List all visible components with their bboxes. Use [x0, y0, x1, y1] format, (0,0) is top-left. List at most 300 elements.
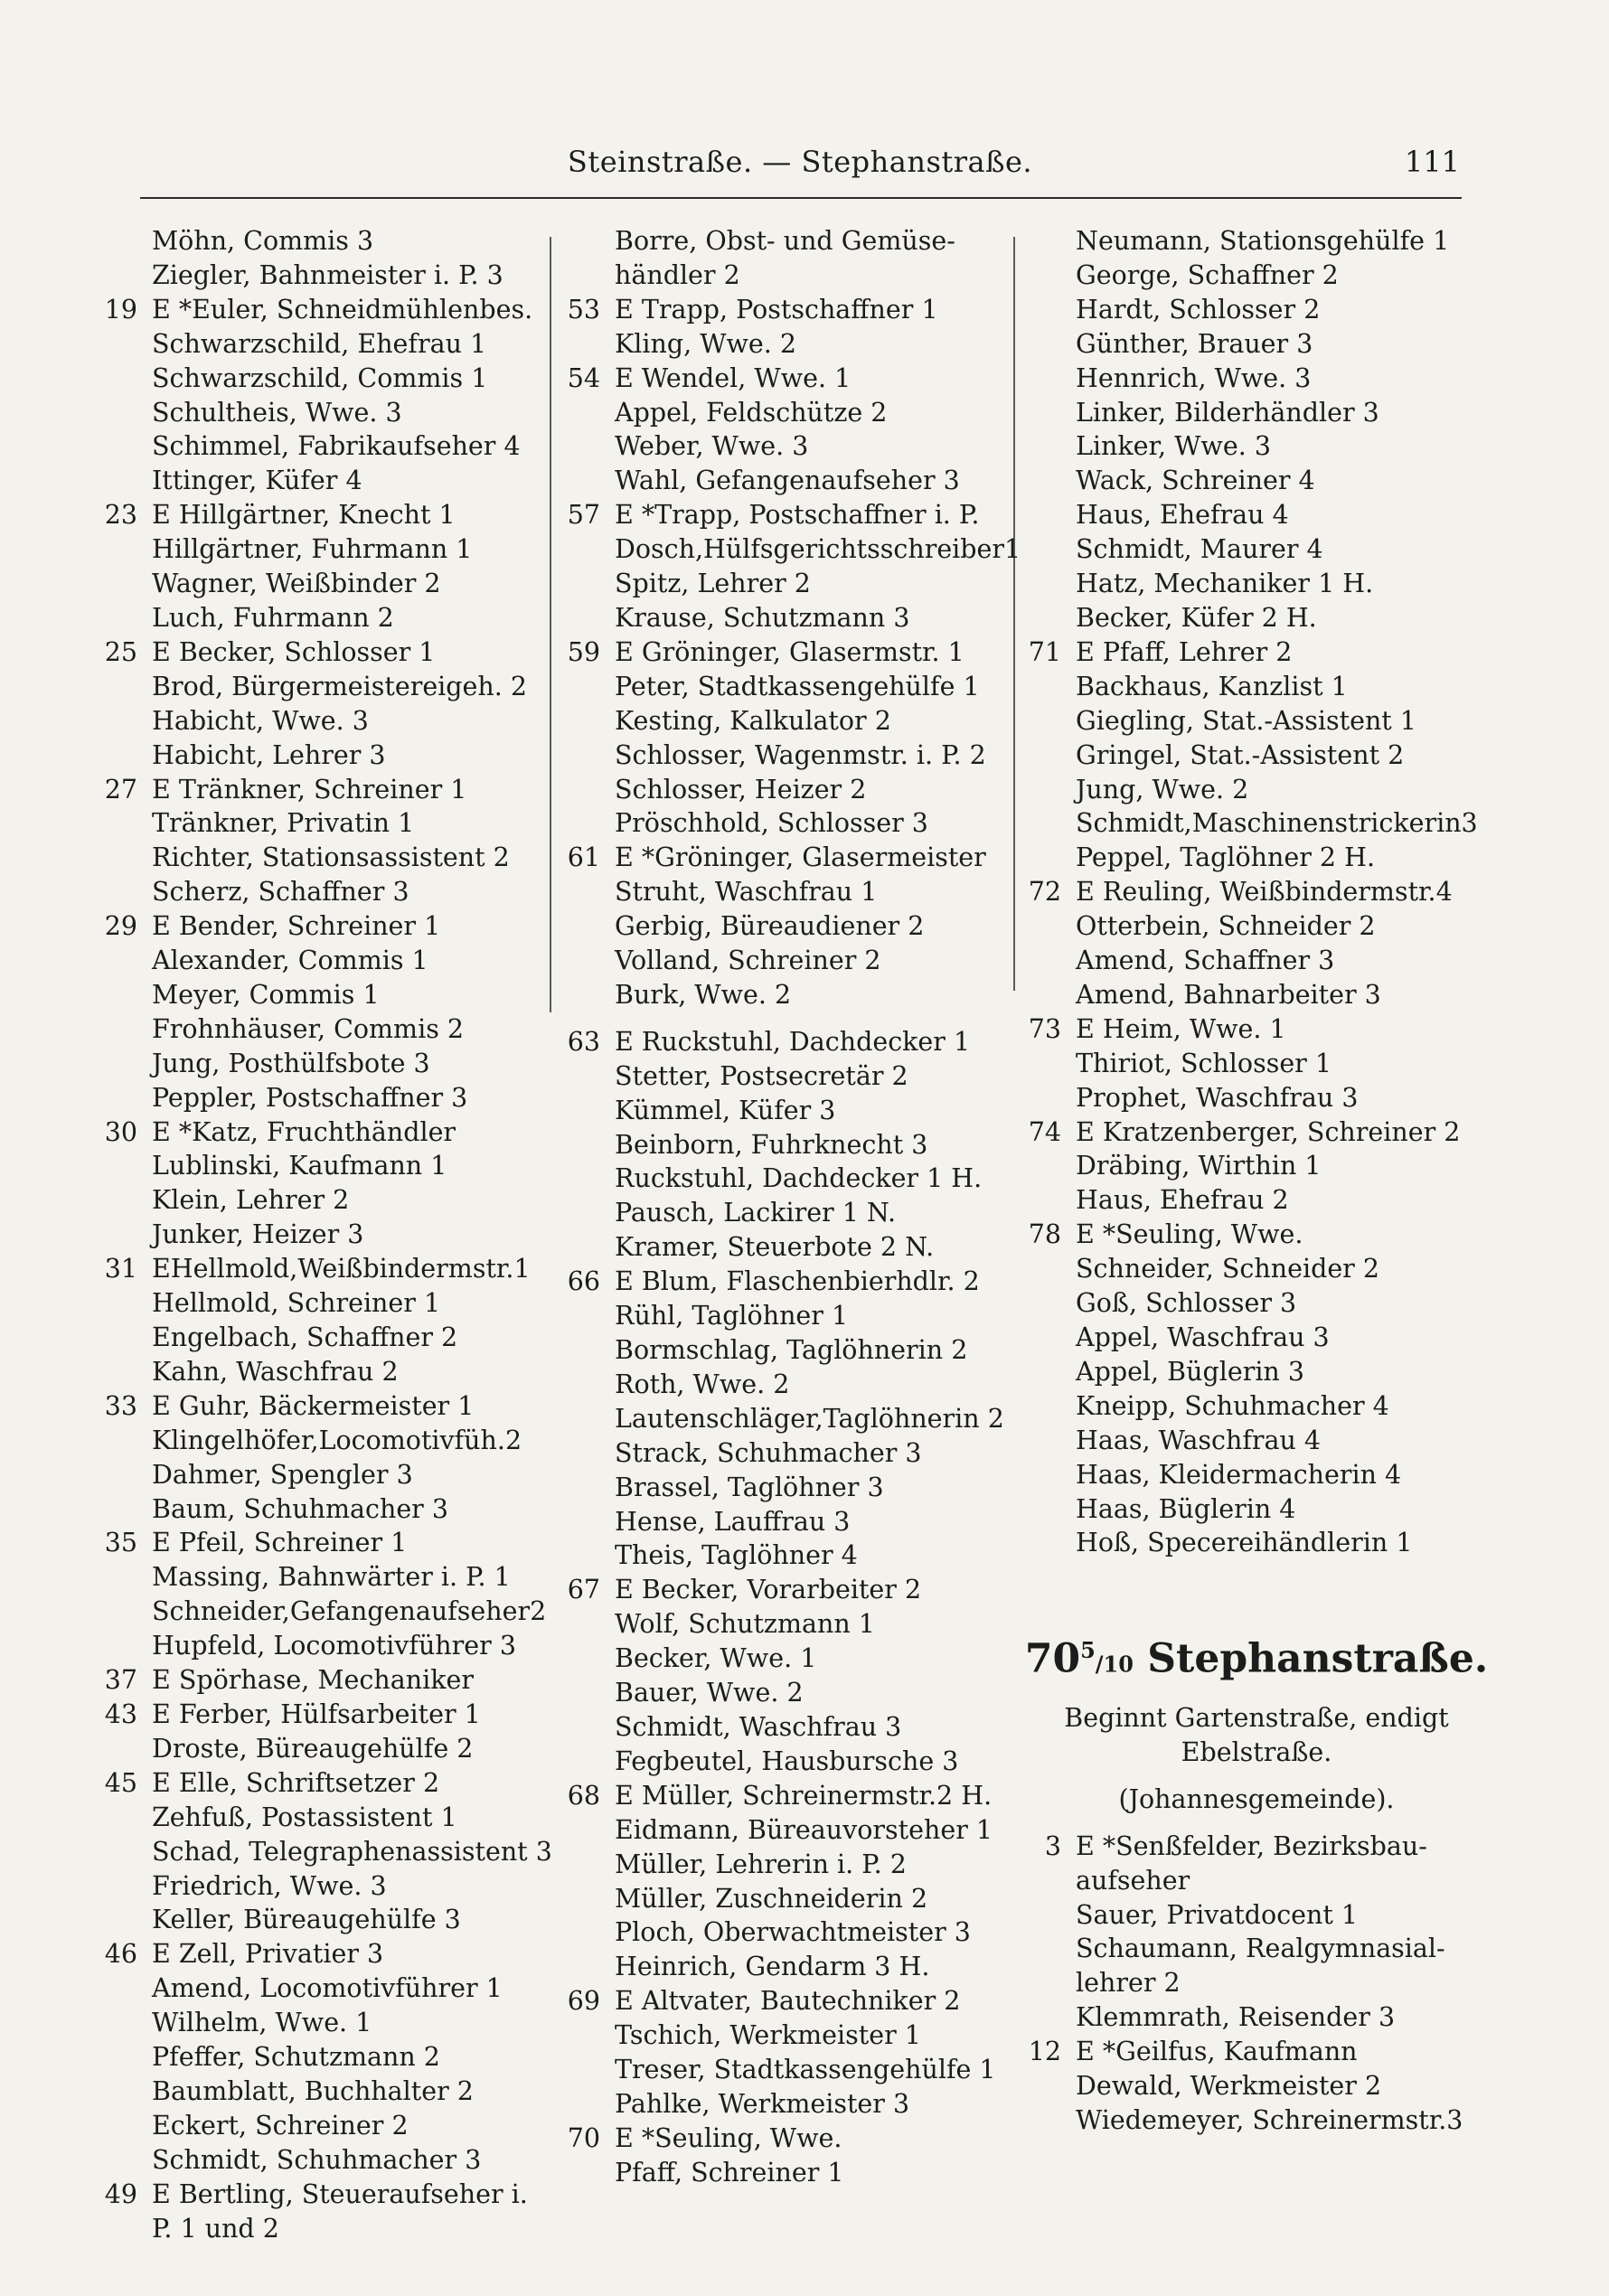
directory-entry: [98, 670, 550, 704]
resident-entry: Peppel, Taglöhner 2 H.: [1076, 842, 1376, 873]
resident-entry: Becker, Wwe. 1: [615, 1643, 817, 1674]
resident-entry: Schmidt,Maschinenstrickerin3: [1076, 808, 1478, 839]
house-number: 69: [567, 1986, 600, 2017]
directory-entry: [98, 1218, 550, 1252]
resident-entry: E Müller, Schreinermstr.2 H.: [615, 1780, 993, 1811]
directory-entry: [560, 396, 1012, 430]
resident-entry: Klingelhöfer,Locomotivfüh.2: [152, 1425, 522, 1455]
directory-entry: [98, 841, 550, 875]
resident-entry: Becker, Küfer 2 H.: [1076, 602, 1317, 633]
directory-entry: [1021, 429, 1491, 464]
resident-entry: Neumann, Stationsgehülfe 1: [1076, 226, 1450, 256]
resident-entry: aufseher: [1076, 1865, 1190, 1896]
resident-entry: Appel, Büglerin 3: [1076, 1356, 1304, 1387]
resident-entry: E Altvater, Bautechniker 2: [615, 1986, 961, 2017]
directory-entry: [98, 1047, 550, 1081]
directory-entry: [560, 1813, 1012, 1848]
house-number: 12: [1028, 2037, 1061, 2067]
column-3-top: [1021, 224, 1491, 1560]
resident-entry: Junker, Heizer 3: [152, 1219, 364, 1250]
resident-entry: Ruckstuhl, Dachdecker 1 H.: [615, 1163, 983, 1194]
directory-entry: [98, 2109, 550, 2143]
resident-entry: Hatz, Mechaniker 1 H.: [1076, 569, 1374, 599]
resident-entry: Hillgärtner, Fuhrmann 1: [152, 534, 473, 565]
directory-entry: [98, 1663, 550, 1698]
page-number: 111: [1404, 145, 1460, 179]
directory-entry: [1021, 1115, 1491, 1150]
directory-entry: [560, 635, 1012, 670]
directory-entry: [98, 2143, 550, 2178]
directory-entry: [98, 1629, 550, 1663]
directory-entry: [560, 1607, 1012, 1642]
resident-entry: E Reuling, Weißbindermstr.4: [1076, 877, 1453, 908]
resident-entry: Jung, Wwe. 2: [1076, 774, 1249, 805]
directory-entry: [560, 2087, 1012, 2122]
resident-entry: Günther, Brauer 3: [1076, 328, 1313, 359]
section-heading: [1021, 1623, 1491, 1692]
header-rule: [140, 197, 1462, 199]
directory-entry: [560, 1984, 1012, 2018]
directory-entry: [560, 1745, 1012, 1779]
directory-entry: [1021, 498, 1491, 532]
directory-entry: [98, 1252, 550, 1286]
directory-entry: [560, 2156, 1012, 2190]
directory-entry: [1021, 1047, 1491, 1081]
directory-entry: [98, 944, 550, 978]
resident-entry: Wolf, Schutzmann 1: [615, 1609, 875, 1640]
resident-entry: Giegling, Stat.-Assistent 1: [1076, 705, 1416, 736]
resident-entry: Bauer, Wwe. 2: [615, 1678, 804, 1708]
directory-entry: [560, 1915, 1012, 1950]
directory-entry: [1021, 1526, 1491, 1560]
directory-entry: [1021, 2035, 1491, 2069]
resident-entry: Friedrich, Wwe. 3: [152, 1870, 387, 1901]
directory-entry: [98, 1389, 550, 1424]
section-street-name: Stephanstraße.: [1147, 1636, 1489, 1682]
section-note-1: Beginnt Gartenstraße, endigt: [1064, 1703, 1449, 1733]
directory-entry: [1021, 944, 1491, 978]
resident-entry: E Bender, Schreiner 1: [152, 911, 441, 942]
directory-entry: [98, 362, 550, 396]
directory-entry: [560, 2018, 1012, 2053]
resident-entry: Ploch, Oberwachtmeister 3: [615, 1917, 971, 1948]
directory-entry: [560, 1882, 1012, 1916]
resident-entry: Brassel, Taglöhner 3: [615, 1472, 884, 1502]
resident-entry: Schmidt, Waschfrau 3: [615, 1711, 902, 1742]
resident-entry: Peter, Stadtkassengehülfe 1: [615, 671, 980, 701]
resident-entry: Treser, Stadtkassengehülfe 1: [615, 2055, 996, 2085]
directory-entry: [1021, 1012, 1491, 1047]
directory-entry: [560, 1505, 1012, 1539]
resident-entry: Frohnhäuser, Commis 2: [152, 1013, 465, 1044]
directory-entry: [560, 909, 1012, 944]
directory-entry: [560, 1710, 1012, 1745]
directory-entry: [560, 1642, 1012, 1676]
resident-entry: E Blum, Flaschenbierhdlr. 2: [615, 1266, 980, 1297]
resident-entry: Hardt, Schlosser 2: [1076, 294, 1321, 325]
resident-entry: Haus, Ehefrau 4: [1076, 500, 1289, 531]
resident-entry: Appel, Feldschütze 2: [615, 397, 888, 428]
resident-entry: Engelbach, Schaffner 2: [152, 1322, 458, 1352]
directory-entry: [560, 978, 1012, 1012]
directory-entry: [1021, 1966, 1491, 2000]
resident-entry: Spitz, Lehrer 2: [615, 569, 811, 599]
resident-entry: Pröschhold, Schlosser 3: [615, 808, 928, 839]
house-number: 33: [104, 1390, 137, 1421]
directory-entry: [560, 1402, 1012, 1436]
resident-entry: Schmidt, Schuhmacher 3: [152, 2144, 482, 2175]
resident-entry: E Becker, Vorarbeiter 2: [615, 1575, 922, 1605]
directory-entry: [1021, 464, 1491, 498]
resident-entry: George, Schaffner 2: [1076, 259, 1339, 290]
directory-entry: [98, 739, 550, 773]
house-number: 3: [1044, 1830, 1061, 1861]
column-1: [98, 224, 550, 2245]
directory-entry: [1021, 773, 1491, 807]
resident-entry: E Zell, Privatier 3: [152, 1939, 384, 1970]
resident-entry: Schmidt, Maurer 4: [1076, 534, 1323, 565]
resident-entry: Dosch,Hülfsgerichtsschreiber1: [615, 534, 1021, 565]
directory-entry: [1021, 875, 1491, 909]
directory-entry: [560, 362, 1012, 396]
resident-entry: E Becker, Schlosser 1: [152, 636, 436, 667]
resident-entry: Schimmel, Fabrikaufseher 4: [152, 431, 521, 462]
resident-entry: händler 2: [615, 259, 740, 290]
directory-entry: [560, 498, 1012, 532]
resident-entry: E Tränkner, Schreiner 1: [152, 774, 467, 805]
directory-entry: [560, 1333, 1012, 1368]
directory-entry: [98, 1286, 550, 1321]
directory-entry: [98, 635, 550, 670]
resident-entry: Hense, Lauffrau 3: [615, 1506, 851, 1537]
directory-entry: [1021, 327, 1491, 362]
directory-entry: [98, 396, 550, 430]
house-number: 66: [567, 1266, 600, 1297]
directory-entry: [1021, 224, 1491, 259]
column-2-top: [560, 224, 1021, 1012]
directory-entry: [560, 429, 1012, 464]
resident-entry: Kling, Wwe. 2: [615, 328, 797, 359]
resident-entry: E Elle, Schriftsetzer 2: [152, 1767, 440, 1798]
directory-entry: [1021, 1286, 1491, 1321]
resident-entry: Theis, Taglöhner 4: [615, 1540, 858, 1571]
resident-entry: Linker, Wwe. 3: [1076, 431, 1271, 462]
section-note-3: (Johannesgemeinde).: [1118, 1783, 1395, 1814]
resident-entry: Brod, Bürgermeistereigeh. 2: [152, 671, 528, 701]
resident-entry: Keller, Büreaugehülfe 3: [152, 1905, 461, 1935]
directory-entry: [98, 1801, 550, 1835]
house-number: 63: [567, 1026, 600, 1057]
directory-entry: [1021, 704, 1491, 739]
directory-entry: [98, 259, 550, 293]
resident-entry: Schaumann, Realgymnasial-: [1076, 1934, 1445, 1964]
directory-entry: [98, 498, 550, 532]
house-number: 68: [567, 1780, 600, 1811]
resident-entry: E Kratzenberger, Schreiner 2: [1076, 1116, 1461, 1147]
resident-entry: Haus, Ehefrau 2: [1076, 1185, 1289, 1216]
resident-entry: Peppler, Postschaffner 3: [152, 1082, 468, 1113]
directory-entry: [98, 1732, 550, 1766]
directory-entry: [1021, 532, 1491, 567]
resident-entry: Pfeffer, Schutzmann 2: [152, 2042, 440, 2073]
house-number: 30: [104, 1116, 137, 1147]
resident-entry: P. 1 und 2: [152, 2213, 279, 2244]
directory-entry: [1021, 978, 1491, 1012]
directory-entry: [98, 1424, 550, 1458]
house-number: 67: [567, 1575, 600, 1605]
directory-entry: [560, 601, 1012, 635]
resident-entry: Pahlke, Werkmeister 3: [615, 2088, 910, 2119]
resident-entry: Sauer, Privatdocent 1: [1076, 1899, 1359, 1930]
resident-entry: Haas, Büglerin 4: [1076, 1493, 1296, 1524]
directory-entry: [560, 464, 1012, 498]
resident-entry: Prophet, Waschfrau 3: [1076, 1082, 1359, 1113]
resident-entry: Schneider,Gefangenaufseher2: [152, 1596, 547, 1627]
directory-entry: [1021, 362, 1491, 396]
resident-entry: E Guhr, Bäckermeister 1: [152, 1390, 475, 1421]
directory-entry: [98, 1149, 550, 1183]
house-number: 35: [104, 1528, 137, 1558]
directory-entry: [98, 567, 550, 601]
resident-entry: Müller, Lehrerin i. P. 2: [615, 1849, 907, 1879]
directory-entry: [1021, 567, 1491, 601]
section-gap: [1021, 1560, 1491, 1623]
resident-entry: Hupfeld, Locomotivführer 3: [152, 1631, 516, 1661]
directory-entry: [560, 875, 1012, 909]
house-number: 70: [567, 2122, 600, 2153]
directory-entry: [560, 532, 1021, 567]
directory-entry: [560, 806, 1012, 841]
directory-entry: [560, 567, 1012, 601]
resident-entry: Ittinger, Küfer 4: [152, 466, 362, 496]
resident-entry: Wagner, Weißbinder 2: [152, 569, 441, 599]
resident-entry: Heinrich, Gendarm 3 H.: [615, 1952, 930, 1982]
running-title: Steinstraße. — Stephanstraße.: [567, 145, 1033, 179]
directory-entry: [1021, 1830, 1491, 1864]
resident-entry: Alexander, Commis 1: [152, 946, 428, 976]
directory-entry: [1021, 1321, 1491, 1355]
resident-entry: Tschich, Werkmeister 1: [615, 2020, 921, 2051]
directory-entry: [98, 875, 550, 909]
house-number: 31: [104, 1254, 137, 1284]
directory-entry: [560, 1196, 1012, 1230]
resident-entry: Müller, Zuschneiderin 2: [615, 1883, 928, 1914]
resident-entry: Lublinski, Kaufmann 1: [152, 1151, 447, 1181]
resident-entry: E *Gröninger, Glasermeister: [615, 842, 986, 873]
directory-entry: [98, 1115, 550, 1150]
directory-entry: [98, 1321, 550, 1355]
house-number: 53: [567, 294, 600, 325]
directory-entry: [1021, 1389, 1491, 1424]
directory-entry: [1021, 2000, 1491, 2035]
resident-entry: E *Katz, Fruchthändler: [152, 1116, 456, 1147]
directory-entry: [98, 1081, 550, 1115]
resident-entry: Wiedemeyer, Schreinermstr.3: [1076, 2104, 1463, 2135]
resident-entry: E Hillgärtner, Knecht 1: [152, 500, 456, 531]
directory-entry: [98, 293, 550, 327]
directory-entry: [560, 1059, 1012, 1094]
directory-entry: [1021, 1183, 1491, 1218]
directory-entry: [1021, 1458, 1491, 1492]
directory-entry: [1021, 1898, 1491, 1933]
resident-entry: E *Seuling, Wwe.: [615, 2122, 842, 2153]
directory-entry: [560, 1539, 1012, 1573]
section-list-gap: [1021, 1817, 1491, 1830]
directory-entry: [560, 670, 1012, 704]
resident-entry: Appel, Waschfrau 3: [1076, 1322, 1330, 1352]
resident-entry: E *Senßfelder, Bezirksbau-: [1076, 1830, 1427, 1861]
house-number: 46: [104, 1939, 137, 1970]
directory-entry: [98, 327, 550, 362]
column-3-bottom: [1021, 1830, 1491, 2138]
resident-entry: Goß, Schlosser 3: [1076, 1288, 1297, 1319]
section-note-2: Ebelstraße.: [1181, 1736, 1332, 1767]
resident-entry: Fegbeutel, Hausbursche 3: [615, 1746, 959, 1776]
directory-entry: [98, 1698, 550, 1732]
directory-entry: [98, 2040, 550, 2075]
resident-entry: Backhaus, Kanzlist 1: [1076, 671, 1348, 701]
resident-entry: Droste, Büreaugehülfe 2: [152, 1733, 474, 1764]
resident-entry: Klemmrath, Reisender 3: [1076, 2002, 1396, 2033]
resident-entry: Dahmer, Spengler 3: [152, 1459, 413, 1490]
directory-entry: [98, 2075, 550, 2109]
resident-entry: E Pfeil, Schreiner 1: [152, 1528, 408, 1558]
directory-entry: [560, 1848, 1012, 1882]
resident-entry: Tränkner, Privatin 1: [152, 808, 415, 839]
resident-entry: E Wendel, Wwe. 1: [615, 362, 852, 393]
resident-entry: Krause, Schutzmann 3: [615, 602, 910, 633]
directory-entry: [560, 327, 1012, 362]
resident-entry: Borre, Obst- und Gemüse-: [615, 226, 955, 256]
directory-entry: [98, 601, 550, 635]
directory-entry: [98, 1766, 550, 1801]
house-number: 29: [104, 911, 137, 942]
house-number: 72: [1028, 877, 1061, 908]
section-number: 70: [1024, 1636, 1081, 1682]
house-number: 71: [1028, 636, 1061, 667]
directory-entry: [98, 2178, 550, 2212]
resident-entry: Hellmold, Schreiner 1: [152, 1288, 441, 1319]
directory-entry: [98, 1869, 550, 1904]
directory-entry: [1021, 1424, 1491, 1458]
resident-entry: Meyer, Commis 1: [152, 979, 380, 1010]
resident-entry: Scherz, Schaffner 3: [152, 877, 409, 908]
directory-entry: [560, 1230, 1012, 1265]
resident-entry: Luch, Fuhrmann 2: [152, 602, 394, 633]
house-number: 19: [104, 294, 137, 325]
resident-entry: Schlosser, Heizer 2: [615, 774, 867, 805]
resident-entry: Kahn, Waschfrau 2: [152, 1356, 399, 1387]
directory-entry: [560, 1779, 1012, 1813]
directory-entry: [98, 773, 550, 807]
resident-entry: Schwarzschild, Commis 1: [152, 362, 488, 393]
directory-entry: [1021, 739, 1491, 773]
directory-entry: [1021, 1932, 1491, 1966]
resident-entry: Zehfuß, Postassistent 1: [152, 1802, 457, 1832]
directory-entry: [560, 1950, 1012, 1984]
directory-entry: [98, 1835, 550, 1869]
house-number: 25: [104, 636, 137, 667]
directory-entry: [560, 1436, 1012, 1471]
house-number: 78: [1028, 1219, 1061, 1250]
directory-entry: [560, 1676, 1012, 1710]
directory-entry: [98, 909, 550, 944]
resident-entry: Habicht, Lehrer 3: [152, 739, 386, 770]
directory-entry: [1021, 2069, 1491, 2103]
resident-entry: Schneider, Schneider 2: [1076, 1254, 1380, 1284]
directory-entry: [1021, 670, 1491, 704]
resident-entry: Haas, Waschfrau 4: [1076, 1425, 1322, 1455]
resident-entry: E *Euler, Schneidmühlenbes.: [152, 294, 533, 325]
directory-entry: [1021, 293, 1491, 327]
resident-entry: lehrer 2: [1076, 1968, 1181, 1999]
directory-entry: [98, 429, 550, 464]
resident-entry: Roth, Wwe. 2: [615, 1369, 790, 1399]
column-2-gap: [560, 1012, 1012, 1025]
resident-entry: Habicht, Wwe. 3: [152, 705, 369, 736]
resident-entry: Haas, Kleidermacherin 4: [1076, 1459, 1402, 1490]
directory-entry: [560, 1299, 1012, 1333]
directory-entry: [560, 1128, 1012, 1162]
house-number: 43: [104, 1698, 137, 1729]
resident-entry: Stetter, Postsecretär 2: [615, 1060, 908, 1091]
resident-entry: Ziegler, Bahnmeister i. P. 3: [152, 259, 503, 290]
resident-entry: Pfaff, Schreiner 1: [615, 2157, 844, 2188]
resident-entry: Kümmel, Küfer 3: [615, 1095, 836, 1125]
resident-entry: Dräbing, Wirthin 1: [1076, 1151, 1322, 1181]
resident-entry: Jung, Posthülfsbote 3: [152, 1048, 430, 1078]
directory-entry: [98, 1971, 550, 2006]
directory-entry: [560, 739, 1012, 773]
house-number: 57: [567, 500, 600, 531]
house-number: 23: [104, 500, 137, 531]
directory-entry: [98, 1355, 550, 1389]
house-number: 37: [104, 1665, 137, 1696]
resident-entry: Rühl, Taglöhner 1: [615, 1301, 849, 1331]
resident-entry: E Bertling, Steueraufseher i.: [152, 2178, 528, 2209]
column-2-bottom: [560, 1025, 1012, 2190]
resident-entry: Beinborn, Fuhrknecht 3: [615, 1129, 928, 1160]
directory-entry: [98, 2212, 550, 2246]
directory-entry: [560, 1573, 1012, 1607]
resident-entry: Gringel, Stat.-Assistent 2: [1076, 739, 1405, 770]
directory-entry: [98, 1012, 550, 1047]
directory-entry: [560, 773, 1012, 807]
directory-entry: [98, 464, 550, 498]
resident-entry: Eidmann, Büreauvorsteher 1: [615, 1814, 993, 1845]
resident-entry: E *Trapp, Postschaffner i. P.: [615, 500, 980, 531]
directory-entry: [1021, 1355, 1491, 1389]
directory-entry: [560, 1025, 1012, 1059]
resident-entry: E Spörhase, Mechaniker: [152, 1665, 474, 1696]
resident-entry: Weber, Wwe. 3: [615, 431, 809, 462]
house-number: 49: [104, 2178, 137, 2209]
resident-entry: Hennrich, Wwe. 3: [1076, 362, 1312, 393]
directory-entry: [1021, 1081, 1491, 1115]
resident-entry: Dewald, Werkmeister 2: [1076, 2071, 1382, 2102]
resident-entry: Baumblatt, Buchhalter 2: [152, 2075, 474, 2106]
directory-entry: [98, 1560, 550, 1595]
directory-entry: [98, 704, 550, 739]
resident-entry: Kesting, Kalkulator 2: [615, 705, 891, 736]
resident-entry: Bormschlag, Taglöhnerin 2: [615, 1335, 968, 1365]
directory-entry: [98, 1937, 550, 1971]
resident-entry: Eckert, Schreiner 2: [152, 2110, 409, 2141]
resident-entry: E Gröninger, Glasermstr. 1: [615, 636, 964, 667]
directory-entry: [98, 1492, 550, 1527]
resident-entry: E *Seuling, Wwe.: [1076, 1219, 1303, 1250]
resident-entry: E Pfaff, Lehrer 2: [1076, 636, 1293, 667]
